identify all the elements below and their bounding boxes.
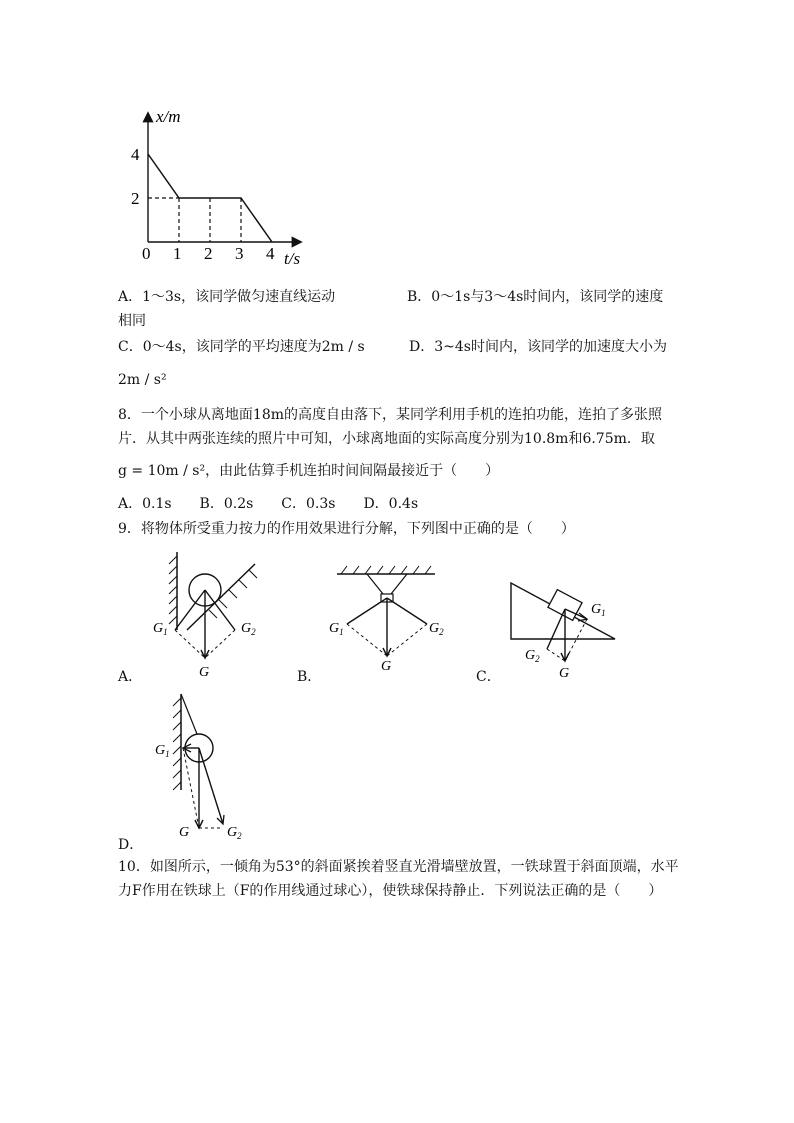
y-axis-label: x/m	[156, 107, 181, 126]
svg-text:G1: $G_1$	[153, 621, 168, 637]
q8-options: A．0.1s B．0.2s C．0.3s D．0.4s	[118, 496, 419, 512]
q8-line-1: 8．一个小球从离地面18m的高度自由落下，某同学利用手机的连拍功能，连拍了多张照	[118, 407, 662, 423]
q9-label-b: B．	[297, 669, 322, 685]
q9-stem: 9．将物体所受重力按力的作用效果进行分解，下列图中正确的是（ ）	[118, 521, 575, 537]
q7-option-b: B．0～1s与3～4s时间内，该同学的速度	[407, 289, 664, 305]
q9-figure-a	[145, 550, 275, 680]
svg-text:G: G	[199, 665, 210, 680]
q7-option-c: C．0～4s，该同学的平均速度为2m / s	[118, 339, 365, 355]
svg-text:G1: $G_1$	[155, 743, 170, 759]
q9-figure-d	[145, 690, 255, 840]
q9-label-d: D．	[118, 837, 144, 853]
x-tick-4: 4	[266, 244, 275, 263]
q10-line-1: 10．如图所示，一倾角为53°的斜面紧挨着竖直光滑墙壁放置，一铁球置于斜面顶端，水平	[118, 859, 679, 875]
x-tick-0: 0	[142, 244, 151, 263]
q9-label-a: A．	[118, 669, 143, 685]
x-axis-label: t/s	[284, 249, 301, 268]
q9-figure-c	[505, 575, 625, 683]
svg-text:G: G	[381, 659, 392, 674]
svg-text:G: G	[179, 825, 190, 840]
x-tick-3: 3	[235, 244, 244, 263]
xt-graph	[128, 100, 318, 275]
y-tick-2: 2	[131, 189, 140, 208]
q9-label-c: C．	[476, 669, 501, 685]
svg-text:G1: $G_1$	[329, 621, 344, 637]
q7-option-b-cont: 相同	[118, 313, 146, 329]
x-tick-2: 2	[204, 244, 213, 263]
x-tick-1: 1	[173, 244, 182, 263]
svg-text:G2: $G_2$	[227, 825, 242, 840]
svg-text:G2: $G_2$	[429, 621, 444, 637]
svg-text:G2: $G_2$	[241, 621, 256, 637]
q9-figure-b	[325, 560, 455, 675]
q7-option-a: A．1～3s，该同学做匀速直线运动	[118, 289, 336, 305]
q8-line-3: g = 10m / s²，由此估算手机连拍时间间隔最接近于（ ）	[118, 463, 500, 479]
svg-text:G1: $G_1$	[591, 602, 606, 618]
q7-option-d-cont: 2m / s²	[118, 372, 167, 388]
q10-line-2: 力F作用在铁球上（F的作用线通过球心），使铁球保持静止．下列说法正确的是（ ）	[118, 883, 663, 899]
svg-text:G2: $G_2$	[525, 648, 540, 664]
y-tick-4: 4	[131, 145, 140, 164]
q7-option-d: D．3~4s时间内，该同学的加速度大小为	[409, 339, 667, 355]
svg-text:G: G	[559, 666, 570, 681]
q8-line-2: 片．从其中两张连续的照片中可知，小球离地面的实际高度分别为10.8m和6.75m．取	[118, 431, 655, 447]
